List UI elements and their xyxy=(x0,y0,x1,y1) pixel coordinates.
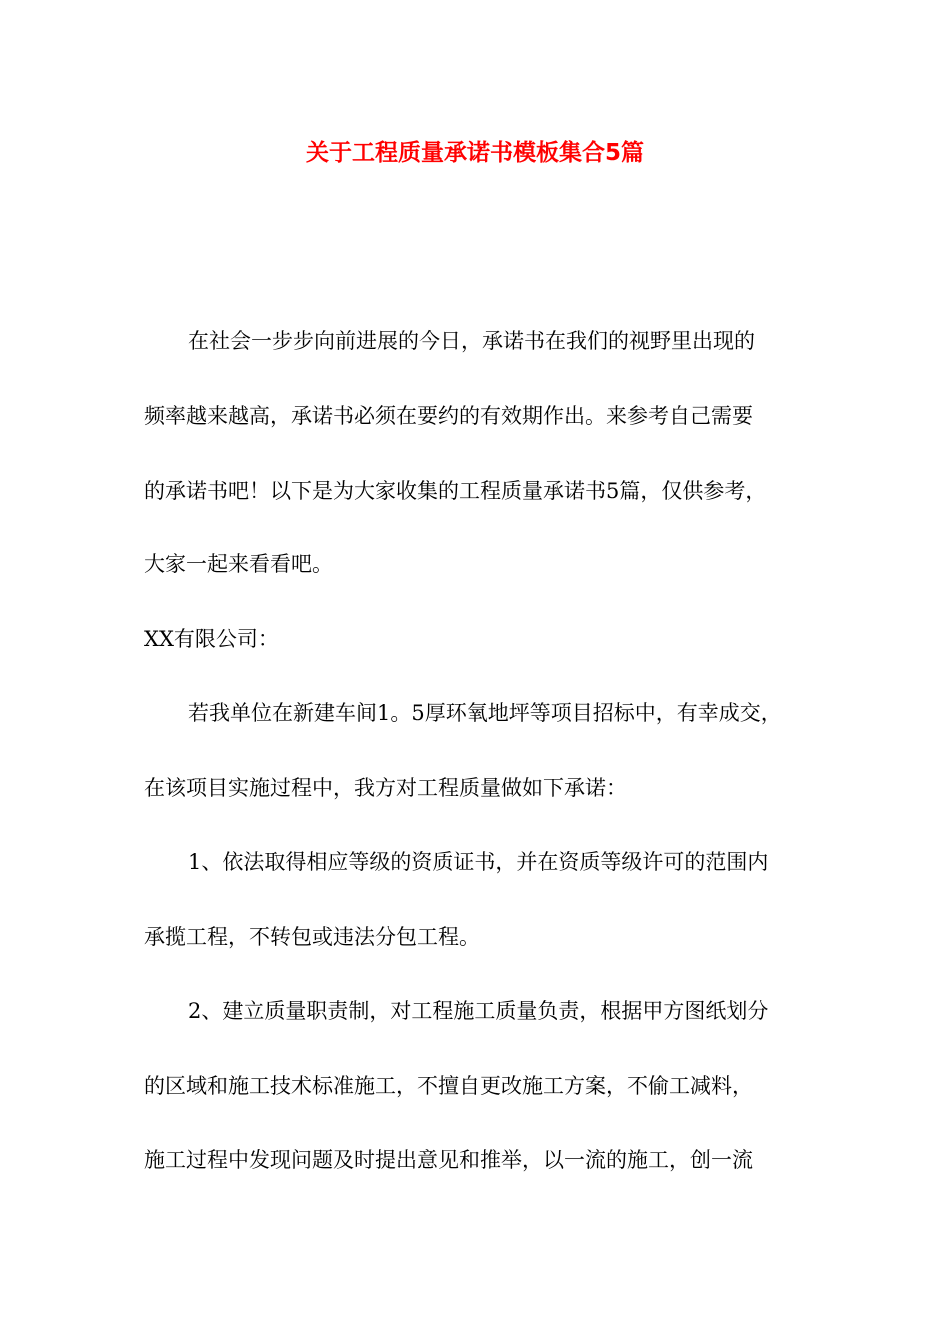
paragraph-line: 若我单位在新建车间1。5厚环氧地坪等项目招标中，有幸成交， xyxy=(188,701,782,725)
list-item-line: 承揽工程，不转包或违法分包工程。 xyxy=(144,925,480,949)
paragraph-line: 在该项目实施过程中，我方对工程质量做如下承诺： xyxy=(144,776,627,800)
list-item-line: 的区域和施工技术标准施工，不擅自更改施工方案，不偷工减料， xyxy=(144,1074,753,1098)
list-item-line: 2、建立质量职责制，对工程施工质量负责，根据甲方图纸划分 xyxy=(188,999,769,1023)
paragraph-line: 大家一起来看看吧。 xyxy=(144,552,333,576)
paragraph-line: 的承诺书吧！以下是为大家收集的工程质量承诺书5篇，仅供参考， xyxy=(144,479,767,503)
paragraph-line: 频率越来越高，承诺书必须在要约的有效期作出。来参考自己需要 xyxy=(144,404,753,428)
document-title: 关于工程质量承诺书模板集合5篇 xyxy=(305,140,644,166)
list-item-line: 1、依法取得相应等级的资质证书，并在资质等级许可的范围内 xyxy=(188,850,769,874)
paragraph-line: 在社会一步步向前进展的今日，承诺书在我们的视野里出现的 xyxy=(188,329,755,353)
addressee-line: XX有限公司： xyxy=(144,627,279,651)
list-item-line: 施工过程中发现问题及时提出意见和推举，以一流的施工，创一流 xyxy=(144,1148,753,1172)
